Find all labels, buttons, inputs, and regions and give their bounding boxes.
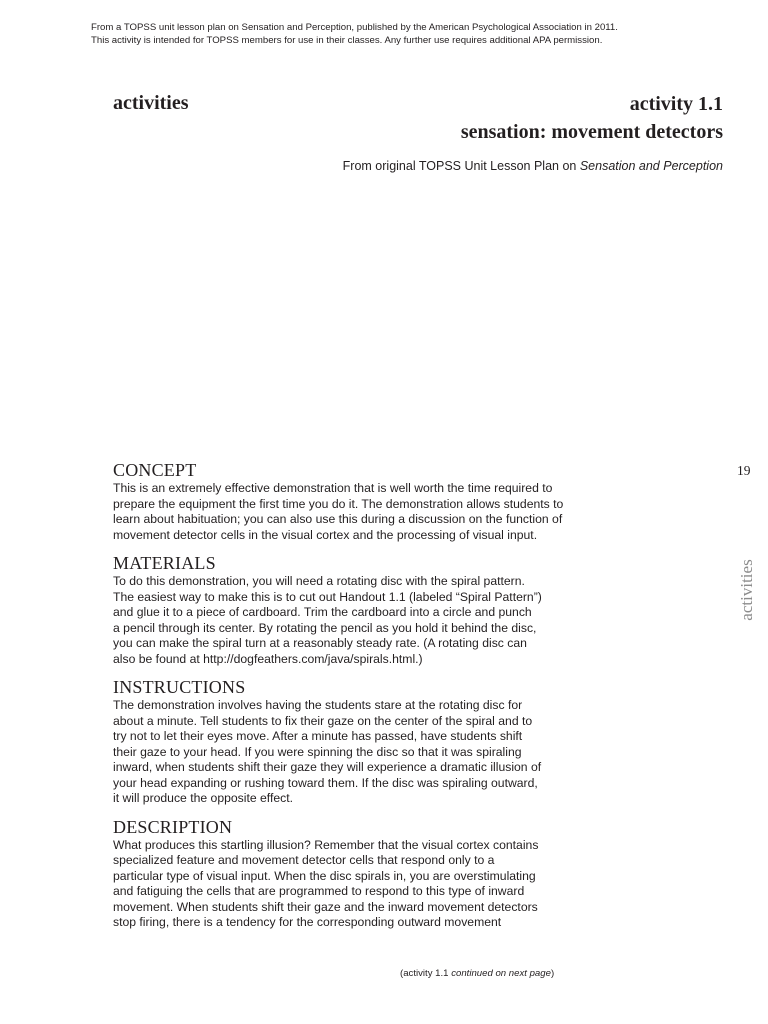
body-line: it will produce the opposite effect. [113,791,293,805]
notice-line-1: From a TOPSS unit lesson plan on Sensation and Perception, published by the American Psychological Association in 2011. [91,22,618,33]
continued-open: (activity 1.1 [400,968,452,979]
body-line: To do this demonstration, you will need a rotating disc with the spiral pattern. [113,574,525,588]
section-word: activities [113,92,189,114]
activity-title-block [461,90,723,146]
notice-line-2: This activity is intended for TOPSS members for use in their classes. Any further use requires additional APA permission. [91,35,603,46]
section-materials [113,553,568,667]
origin-line [343,158,723,174]
side-label: activities [737,559,756,621]
origin-book-title: Sensation and Perception [579,159,723,173]
origin-prefix: From original TOPSS Unit Lesson Plan on [342,159,580,173]
section-heading: MATERIALS [113,553,216,573]
body-line: learn about habituation; you can also use this during a discussion on the function of [113,512,563,526]
section-heading: DESCRIPTION [113,816,233,837]
body-line: movement detector cells in the visual cortex and the processing of visual input. [113,527,538,542]
body-line: a pencil through its center. By rotating the pencil as you hold it behind the disc, [113,620,537,635]
body-line: particular type of visual input. When the disc spirals in, you are overstimulating [113,868,536,883]
body-line: The demonstration involves having the students stare at the rotating disc for [113,698,523,712]
body-line: and glue it to a piece of cardboard. Trim the cardboard into a circle and punch [113,605,532,619]
body-line: prepare the equipment the first time you do it. The demonstration allows students to [113,496,564,511]
page-number: 19 [737,463,751,478]
body-line: their gaze to your head. If you were spinning the disc so that it was spiraling [113,744,522,759]
body-line: you can make the spiral turn at a reasonably steady rate. (A rotating disc can [113,636,527,650]
section-concept [113,460,568,543]
activity-title: sensation: movement detectors [460,121,723,143]
body-line: your head expanding or rushing toward them. If the disc was spiraling outward, [113,775,538,790]
body-line: try not to let their eyes move. After a minute has passed, have students shift [113,729,523,743]
continued-close: ) [550,968,555,979]
body-line: about a minute. Tell students to fix their gaze on the center of the spiral and to [113,713,533,728]
section-instructions [113,677,568,807]
body-line: and fatiguing the cells that are programmed to respond to this type of inward [113,884,525,898]
activity-number: activity 1.1 [629,93,723,115]
body-line: inward, when students shift their gaze they will experience a dramatic illusion of [113,760,542,774]
activity-body [113,460,568,941]
section-heading: INSTRUCTIONS [113,677,246,697]
body-line: This is an extremely effective demonstration that is well worth the time required to [113,481,553,495]
continued-italic: continued on next page [451,968,551,979]
section-heading: CONCEPT [113,460,197,480]
body-line: What produces this startling illusion? Remember that the visual cortex contains [113,837,539,852]
body-line: specialized feature and movement detector cells that respond only to a [113,853,495,867]
body-line: movement. When students shift their gaze and the inward movement detectors [113,899,538,914]
body-line: stop firing, there is a tendency for the corresponding outward movement [113,915,502,929]
permission-notice [91,21,691,47]
section-description [113,817,568,931]
body-line: The easiest way to make this is to cut out Handout 1.1 (labeled “Spiral Pattern”) [113,589,542,604]
continued-note [400,968,554,980]
body-line: also be found at http://dogfeathers.com/java/spirals.html.) [113,651,423,666]
